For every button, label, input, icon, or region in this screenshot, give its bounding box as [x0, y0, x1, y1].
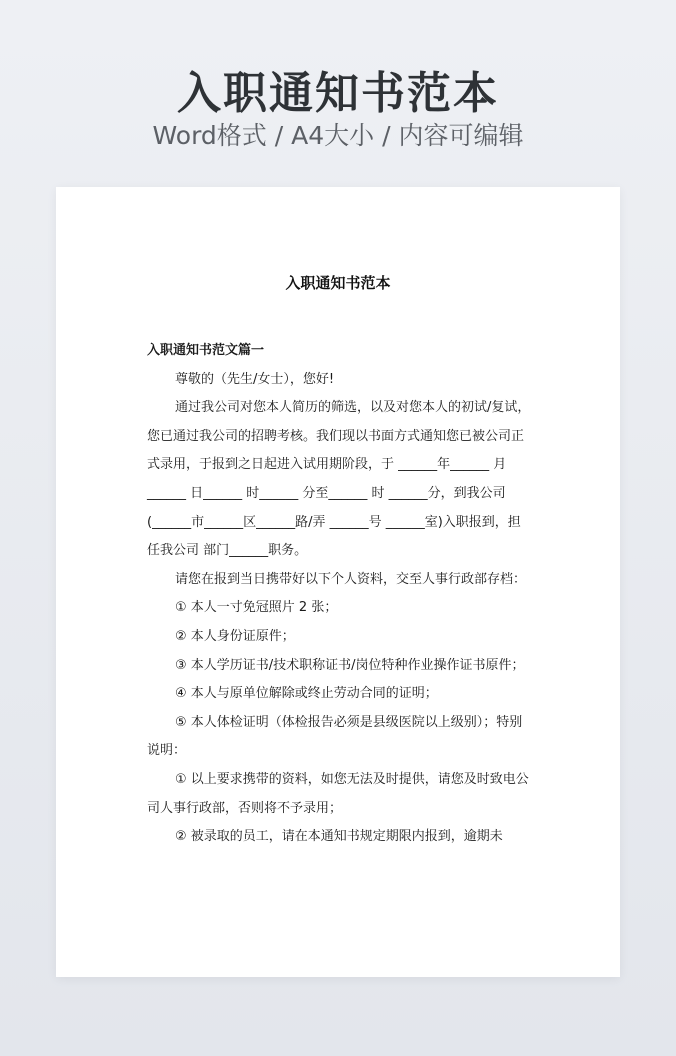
list-item: ② 本人身份证原件；: [175, 628, 295, 644]
note-item: ① 以上要求携带的资料，如您无法及时提供，请您及时致电公司人事行政部，否则将不予录用；: [147, 771, 529, 816]
section-heading: 入职通知书范文篇一: [147, 343, 265, 358]
document-title: 入职通知书范本: [285, 274, 391, 292]
list-item: ④ 本人与原单位解除或终止劳动合同的证明；: [175, 686, 438, 702]
documents-intro: 请您在报到当日携带好以下个人资料，交至人事行政部存档：: [175, 571, 527, 587]
banner-title: 入职通知书范本: [177, 68, 499, 119]
greeting-paragraph: 尊敬的（先生/女士），您好!: [175, 371, 335, 387]
list-item: ⑤ 本人体检证明（体检报告必须是县级医院以上级别）；特别说明：: [147, 714, 523, 759]
document-body: [147, 337, 531, 852]
banner-subtitle: Word格式 / A4大小 / 内容可编辑: [152, 121, 524, 150]
list-item: ① 本人一寸免冠照片 2 张；: [175, 600, 338, 616]
offer-paragraph: 通过我公司对您本人简历的筛选，以及对您本人的初试/复试，您已通过我公司的招聘考核。我们现以书面方式通知您已被公司正式录用，于报到之日起进入试用期阶段，于 ______年______ 月______ 日______ 时______ 分至______ 时 ______分，到我公司(______市______区______路/弄 ______号 ______室)入职报到，担任我公司 部门______职务。: [147, 400, 531, 559]
document-page: [56, 187, 620, 977]
list-item: ③ 本人学历证书/技术职称证书/岗位特种作业操作证书原件；: [175, 657, 525, 673]
note-item: ② 被录取的员工，请在本通知书规定期限内报到，逾期未: [175, 829, 503, 845]
